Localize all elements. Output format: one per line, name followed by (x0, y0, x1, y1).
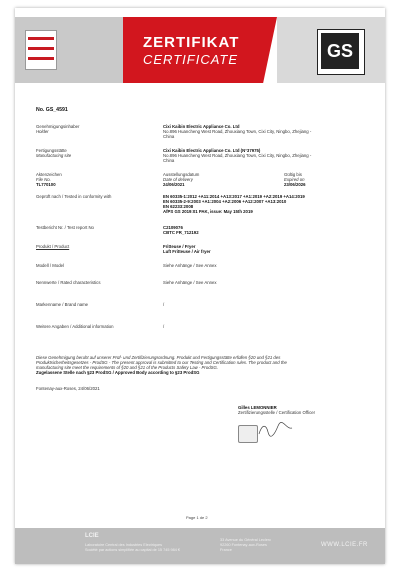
bureau-veritas-logo (25, 30, 57, 70)
holder-name: Cixi Kaibin Electric Appliance Co. Ltd (163, 124, 240, 129)
report-label: Testbericht Nr. / Test report No (36, 225, 94, 230)
model-value: Siehe Anhänge / See Annex (163, 263, 217, 268)
signatory-role: Zertifizierungsstelle / Certification Officer (238, 410, 316, 415)
standard-line: AfPS GS 2019:01 PAK, issue: May 15th 2019 (163, 209, 253, 214)
file-number: TL770100 (36, 182, 56, 187)
signatory-name: Gilles LEMONNIER (238, 405, 277, 410)
ratings-label: Nennwerte / Rated characteristics (36, 280, 101, 285)
site-name: Cixi Kaibin Electric Appliance Co. Ltd (N°37975) (163, 148, 261, 153)
product-name: Fritteuse / Fryer (163, 244, 196, 249)
report-number-2: CBTC FR_712192 (163, 230, 199, 235)
delivery-label-de: Ausstellungsdatum (163, 172, 200, 177)
product-label: Produkt / Product (36, 244, 70, 249)
page-number: Page 1 de 2 (186, 515, 208, 520)
holder-label-en: Holder (36, 129, 49, 134)
statement-approved-body: Zugelassene Stelle nach §23 ProdSG / Approved Body according to §23 ProdSG (36, 370, 200, 375)
site-country: China (163, 158, 175, 163)
file-label-de: Aktenzeichen (36, 172, 62, 177)
signature-image (244, 420, 294, 440)
certificate-number: No. GS_4591 (36, 107, 68, 113)
additional-label: Weitere Angaben / Additional information (36, 324, 114, 329)
tested-label: Geprüft nach / Tested in conformity with (36, 194, 112, 199)
expiry-date: 23/06/2026 (284, 182, 306, 187)
additional-value: / (163, 324, 165, 329)
gs-mark-text: GS (326, 41, 353, 61)
expiry-label-en: Expired on (284, 177, 305, 182)
gs-mark-logo (317, 29, 365, 75)
footer-text: Société par actions simplifiée au capital de 15 745 984 € (85, 548, 180, 552)
statement-line: Produktsicherheitsgesetzes - ProdSG - The present approval is submitted to our Testing and Certification rules. The product and the (36, 360, 287, 365)
holder-address: No.896 Huancheng West Road, Zhouxiang Town, Cixi City, Ningbo, Zhejiang - (163, 129, 312, 134)
standard-line: EN 60335-2-9:2003 +A1:2004 +A2:2006 +A12:2007 +A13:2010 (163, 199, 287, 204)
footer-address: 92260 Fontenay-aux-Roses (220, 543, 267, 547)
footer-url[interactable]: WWW.LCIE.FR (321, 542, 368, 548)
holder-label-de: Genehmigungsinhaber (36, 124, 80, 129)
footer-address: France (220, 548, 232, 552)
footer-text: Laboratoire Central des Industries Electriques (85, 543, 163, 547)
file-label-en: File No. (36, 177, 51, 182)
product-name-2: Luft Fritteuse / Air fryer (163, 249, 211, 254)
report-number-1: C2109076 (163, 225, 183, 230)
certificate-title: ZERTIFIKAT (143, 34, 240, 51)
site-label-en: Manufacturing site (36, 153, 72, 158)
standard-line: EN 60335-1:2012 +A11:2014 +A13:2017 +A1:2019 +A2:2019 +A14:2019 (163, 194, 305, 199)
statement-line: Diese Genehmigung beruht auf unserer Prüf- und Zertifizierungsordnung. Produkt und Fertigungsstätte erfüllen §20 und §21 des (36, 355, 281, 360)
statement-line: manufacturing site meet the requirements of §20 and §21 of the Products Safety Law - ProdSG. (36, 365, 219, 370)
certificate-page (15, 8, 385, 564)
footer-address: 33 Avenue du Général Leclerc (220, 538, 272, 542)
site-address: No.896 Huancheng West Road, Zhouxiang Town, Cixi City, Ningbo, Zhejiang - (163, 153, 312, 158)
delivery-date: 24/06/2021 (163, 182, 185, 187)
brand-value: / (163, 302, 165, 307)
footer-lcie-logo: LCIE (85, 533, 99, 539)
expiry-label-de: Gültig bis (284, 172, 302, 177)
brand-label: Markenname / Brand name (36, 302, 89, 307)
model-label: Modell / Model (36, 263, 64, 268)
certificate-subtitle: CERTIFICATE (143, 52, 239, 67)
delivery-label-en: Date of delivery (163, 177, 193, 182)
ratings-value: Siehe Anhänge / See Annex (163, 280, 217, 285)
holder-country: China (163, 134, 175, 139)
standard-line: EN 62233:2008 (163, 204, 194, 209)
site-label-de: Fertigungsstätte (36, 148, 67, 153)
place-date: Fontenay-aux-Roses, 24/06/2021 (36, 386, 100, 391)
